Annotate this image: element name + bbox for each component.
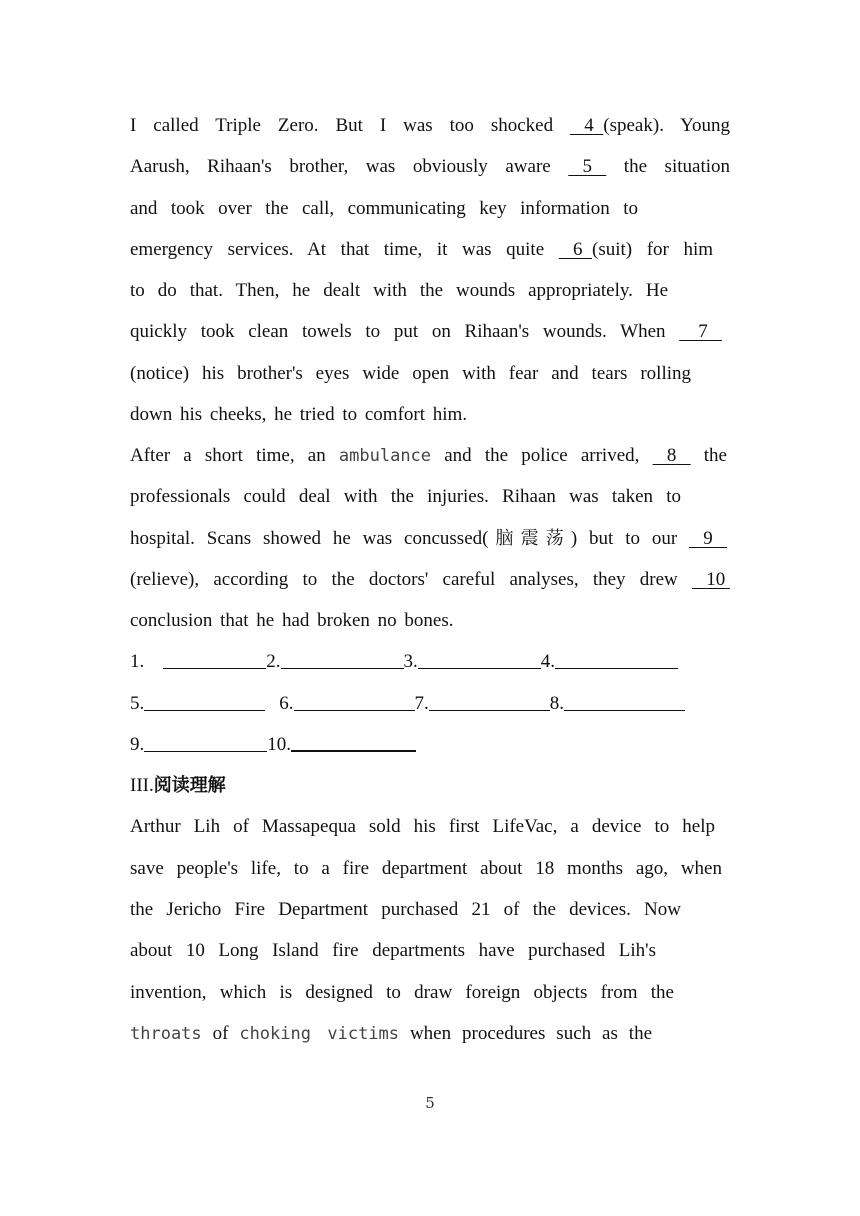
blank-4: 4 xyxy=(584,115,594,136)
text: the situation xyxy=(623,156,730,177)
blank-7: 7 xyxy=(698,321,708,342)
answer-line-7[interactable] xyxy=(429,692,550,711)
text: ) but to our xyxy=(570,528,678,549)
answer-num: 4. xyxy=(540,651,555,672)
text-throats: throats xyxy=(130,1024,202,1044)
text: of xyxy=(212,1023,229,1044)
answer-line-2[interactable] xyxy=(281,650,404,669)
p1-line-1 xyxy=(130,105,730,146)
text: After a short time, an xyxy=(130,445,326,466)
answer-num: 2. xyxy=(266,651,281,672)
p2-line-2 xyxy=(130,476,681,517)
text: I called Triple Zero. But I was too shocked xyxy=(130,115,554,136)
answer-num: 8. xyxy=(549,693,564,714)
blank-10: 10 xyxy=(706,569,726,590)
answer-row-2 xyxy=(130,683,730,724)
p1-line-5 xyxy=(130,270,668,311)
blank-6: 6 xyxy=(573,239,583,260)
answer-line-4[interactable] xyxy=(555,650,678,669)
answer-row-3 xyxy=(130,724,730,765)
passage-line-6 xyxy=(130,1013,652,1054)
text: and the police arrived, xyxy=(444,445,640,466)
answer-line-6[interactable] xyxy=(294,692,415,711)
answer-num: 7. xyxy=(414,693,429,714)
answer-num: 9. xyxy=(130,734,145,755)
answer-line-8[interactable] xyxy=(564,692,685,711)
answer-num: 1. xyxy=(130,651,145,672)
p2-line-4 xyxy=(130,559,730,600)
page-number: 5 xyxy=(425,1094,435,1112)
p1-line-6 xyxy=(130,311,722,352)
answer-num: 5. xyxy=(130,693,145,714)
text: Arthur Lih of Massapequa sold his first LifeVac, a device to help xyxy=(130,816,715,837)
answer-num: 10. xyxy=(267,734,291,755)
text: save people's life, to a fire department about 18 months ago, when xyxy=(130,858,722,879)
section-title: 阅读理解 xyxy=(153,775,226,796)
text: (notice) his brother's eyes wide open with fear and tears rolling xyxy=(130,363,691,384)
answer-line-10[interactable] xyxy=(291,733,416,752)
p2-line-3 xyxy=(130,518,727,559)
answer-line-9[interactable] xyxy=(144,733,267,752)
passage-line-5 xyxy=(130,972,674,1013)
text-choking-victims: choking victims xyxy=(239,1024,400,1044)
answer-line-3[interactable] xyxy=(418,650,541,669)
answer-num: 6. xyxy=(279,693,294,714)
text: the Jericho Fire Department purchased 21 of the devices. Now xyxy=(130,899,681,920)
passage-line-1 xyxy=(130,806,715,847)
p1-line-3 xyxy=(130,188,638,229)
text: conclusion that he had broken no bones. xyxy=(130,610,454,631)
text: professionals could deal with the injuries. Rihaan was taken to xyxy=(130,486,681,507)
text: Aarush, Rihaan's brother, was obviously aware xyxy=(130,156,551,177)
answer-line-1[interactable] xyxy=(163,650,266,669)
passage-line-4 xyxy=(130,930,656,971)
text-chinese: 脑震荡 xyxy=(488,528,571,549)
answer-row-1 xyxy=(130,641,730,682)
text: down his cheeks, he tried to comfort him. xyxy=(130,404,468,425)
text: quickly took clean towels to put on Rihaan's wounds. When xyxy=(130,321,666,342)
p1-line-8 xyxy=(130,394,730,435)
passage-line-3 xyxy=(130,889,681,930)
text: emergency services. At that time, it was quite xyxy=(130,239,545,260)
text: and took over the call, communicating key information to xyxy=(130,198,638,219)
text: (speak). Young xyxy=(603,115,730,136)
text: to do that. Then, he dealt with the wounds appropriately. He xyxy=(130,280,668,301)
text: about 10 Long Island fire departments have purchased Lih's xyxy=(130,940,656,961)
answer-num: 3. xyxy=(403,651,418,672)
p1-line-7 xyxy=(130,353,691,394)
p2-line-1 xyxy=(130,435,727,476)
text: invention, which is designed to draw foreign objects from the xyxy=(130,982,674,1003)
text: when procedures such as the xyxy=(409,1023,653,1044)
text: the xyxy=(703,445,727,466)
answer-line-5[interactable] xyxy=(144,692,265,711)
text-ambulance: ambulance xyxy=(338,446,432,466)
text: (suit) for him xyxy=(592,239,714,260)
section-number: III. xyxy=(130,775,154,796)
section-heading xyxy=(130,765,730,806)
blank-9: 9 xyxy=(703,528,713,549)
p2-line-5 xyxy=(130,600,730,641)
text: hospital. Scans showed he was concussed( xyxy=(130,528,489,549)
p1-line-2 xyxy=(130,146,730,187)
blank-8: 8 xyxy=(666,445,677,466)
text: (relieve), according to the doctors' careful analyses, they drew xyxy=(130,569,678,590)
p1-line-4 xyxy=(130,229,713,270)
passage-line-2 xyxy=(130,848,722,889)
blank-5: 5 xyxy=(582,156,592,177)
